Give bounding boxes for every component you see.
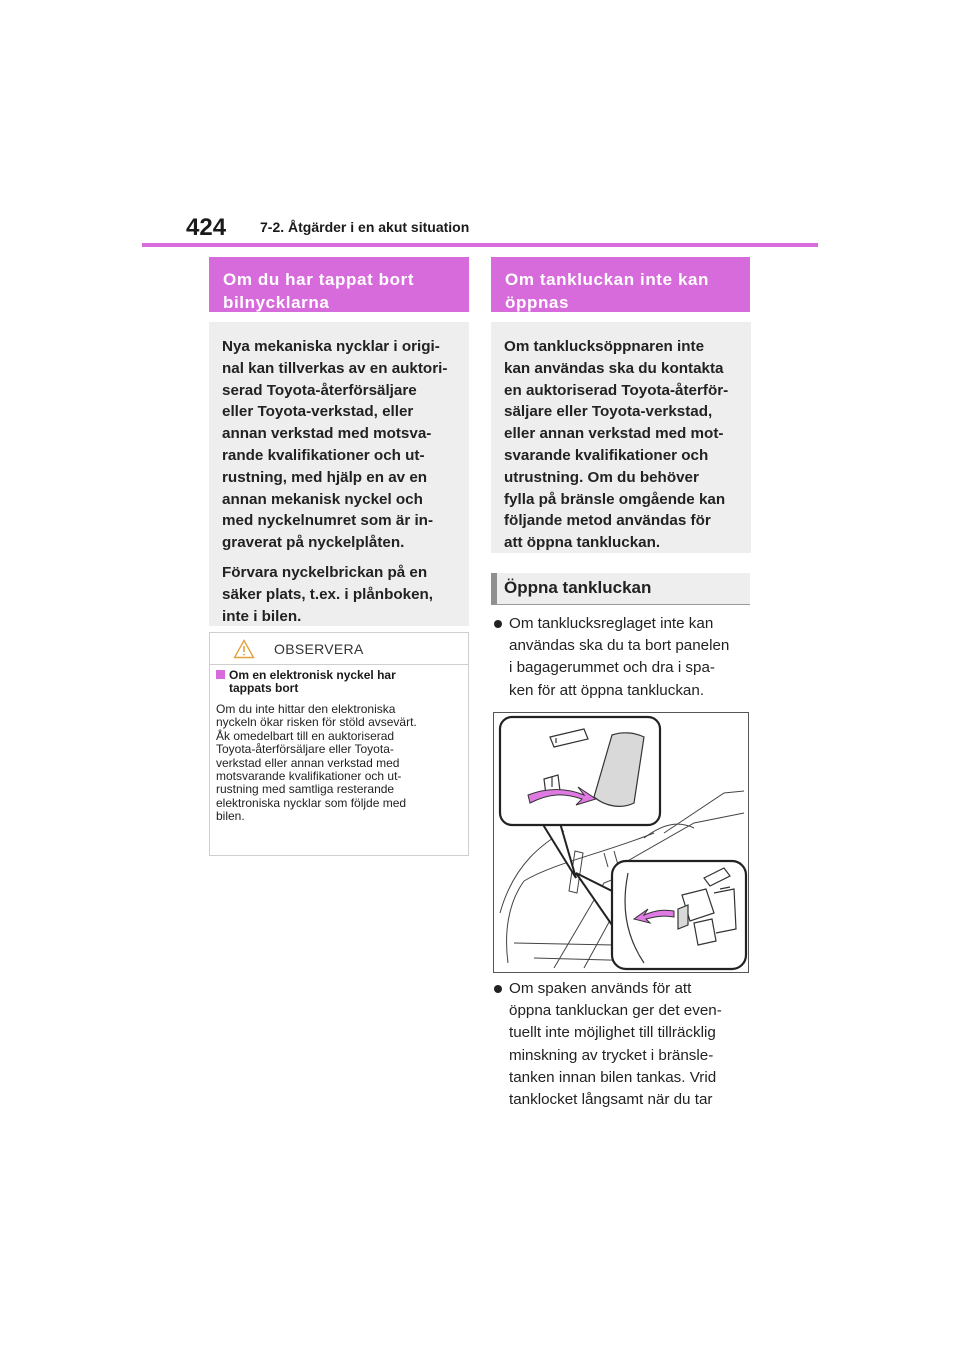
text-line: verkstad eller annan verkstad med: [216, 755, 400, 770]
notice-body: [216, 703, 466, 824]
bullet-item: [494, 978, 752, 1111]
text-line: motsvarande kvalifikationer och ut-: [216, 769, 402, 784]
text-line: rustning med samtliga resterande: [216, 782, 395, 797]
text-line: ken för att öppna tankluckan.: [509, 681, 705, 699]
text-line: elektroniska nycklar som följde med: [216, 795, 407, 810]
text-line: säljare eller Toyota-verkstad,: [504, 403, 713, 421]
text-line: graverat på nyckelplåten.: [222, 534, 405, 552]
heading-line: bilnycklarna: [223, 293, 330, 312]
bullet-dot-icon: [494, 620, 502, 628]
fuel-door-illustration: [493, 712, 749, 973]
fuel-door-info-box: [491, 322, 751, 553]
text-line: tanklocket långsamt när du tar: [509, 1091, 713, 1109]
subheading-open-fuel-door: Öppna tankluckan: [491, 573, 750, 605]
text-line: öppna tankluckan ger det even-: [509, 1002, 722, 1020]
text-line: bilen.: [216, 809, 245, 824]
info-paragraph: [222, 336, 455, 554]
info-paragraph: [222, 562, 455, 627]
header-rule: [142, 243, 818, 247]
text-line: Toyota-återförsäljare eller Toyota-: [216, 742, 394, 757]
text-line: annan verkstad med motsva-: [222, 425, 432, 443]
text-line: med nyckelnumret som är in-: [222, 512, 434, 530]
text-line: rustning, med hjälp en av en: [222, 468, 428, 486]
text-line: nal kan tillverkas av en auktori-: [222, 359, 448, 377]
info-paragraph: [504, 336, 737, 554]
trunk-lever-drawing: [494, 713, 748, 972]
text-line: Om tanklucksreglaget inte kan: [509, 615, 714, 632]
text-line: eller Toyota-verkstad, eller: [222, 403, 414, 421]
text-line: minskning av trycket i bränsle-: [509, 1046, 714, 1064]
text-line: Nya mekaniska nycklar i origi-: [222, 338, 440, 355]
text-line: Åk omedelbart till en auktoriserad: [216, 728, 395, 743]
text-line: Förvara nyckelbrickan på en: [222, 563, 428, 581]
notice-subheading: [216, 669, 461, 695]
text-line: Om en elektronisk nyckel har: [229, 668, 396, 682]
notice-header: [210, 633, 468, 665]
text-line: säker plats, t.ex. i plånboken,: [222, 585, 434, 603]
text-line: utrustning. Om du behöver: [504, 468, 699, 486]
text-line: Om du inte hittar den elektroniska: [216, 702, 396, 716]
text-line: kan användas ska du kontakta: [504, 359, 724, 377]
text-line: Om spaken används för att: [509, 980, 692, 997]
heading-line: Om tankluckan inte kan: [505, 270, 710, 289]
heading-lost-keys: [209, 257, 469, 312]
text-line: tappats bort: [229, 681, 299, 695]
heading-line: öppnas: [505, 293, 570, 312]
text-line: i bagagerummet och dra i spa-: [509, 659, 715, 677]
heading-line: Om du har tappat bort: [223, 270, 415, 289]
square-bullet-icon: [216, 670, 225, 679]
text-line: fylla på bränsle omgående kan: [504, 490, 726, 508]
page-number: 424: [186, 214, 227, 241]
notice-label: OBSERVERA: [274, 641, 364, 657]
text-line: rande kvalifikationer och ut-: [222, 446, 425, 464]
notice-box: [209, 632, 469, 856]
text-line: Om tanklucksöppnaren inte: [504, 338, 705, 355]
text-line: en auktoriserad Toyota-återför-: [504, 381, 729, 399]
text-line: tanken innan bilen tankas. Vrid: [509, 1068, 717, 1086]
text-line: eller annan verkstad med mot-: [504, 425, 724, 443]
warning-triangle-icon: [233, 639, 255, 659]
text-line: annan mekanisk nyckel och: [222, 490, 423, 508]
text-line: följande metod användas för: [504, 512, 711, 530]
text-line: inte i bilen.: [222, 607, 302, 625]
text-line: att öppna tankluckan.: [504, 534, 661, 552]
heading-fuel-door: [491, 257, 750, 312]
bullet-item: [494, 613, 752, 702]
lost-keys-info-box: [209, 322, 469, 626]
bullet-dot-icon: [494, 985, 502, 993]
text-line: tuellt inte möjlighet till tillräcklig: [509, 1024, 716, 1042]
section-title: 7-2. Åtgärder i en akut situation: [260, 219, 470, 235]
text-line: användas ska du ta bort panelen: [509, 637, 730, 655]
text-line: nyckeln ökar risken för stöld avsevärt.: [216, 715, 417, 730]
text-line: serad Toyota-återförsäljare: [222, 381, 417, 399]
text-line: svarande kvalifikationer och: [504, 446, 709, 464]
